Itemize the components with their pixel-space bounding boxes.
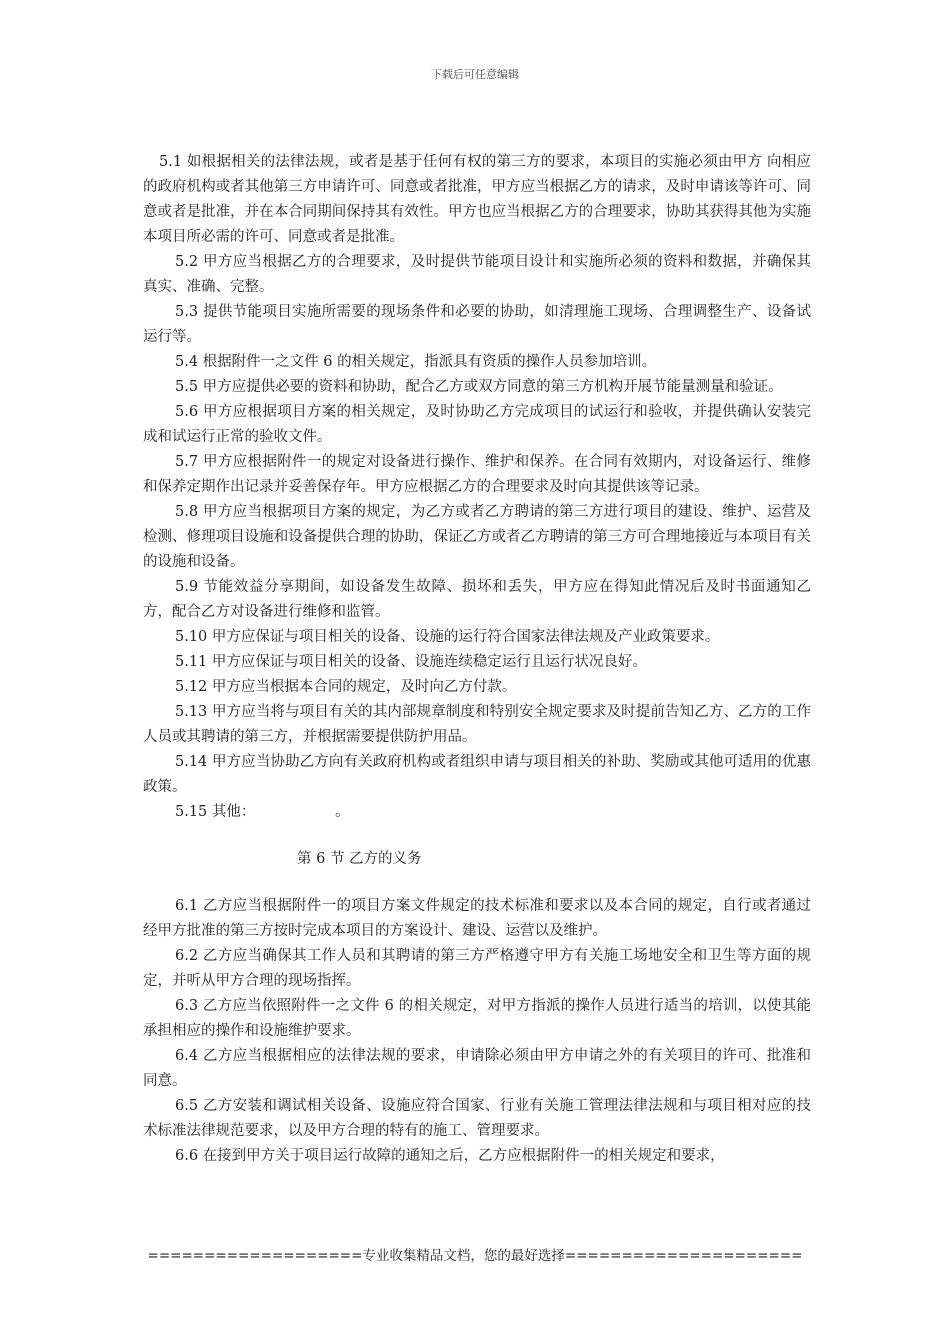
clause-5-14: 5.14 甲方应当协助乙方向有关政府机构或者组织申请与项目相关的补助、奖励或其他可适用的优惠政策。	[143, 754, 811, 795]
clause-5-3: 5.3 提供节能项目实施所需要的现场条件和必要的协助，如清理施工现场、合理调整生产、设备试运行等。	[143, 304, 811, 345]
clause-5-15: 5.15 其他： 。	[175, 804, 350, 820]
clause-6-6: 6.6 在接到甲方关于项目运行故障的通知之后，乙方应根据附件一的相关规定和要求，	[175, 1148, 725, 1164]
section-6-obligations	[143, 894, 811, 1169]
clause-5-9: 5.9 节能效益分享期间，如设备发生故障、损坏和丢失，甲方应在得知此情况后及时书面通知乙方，配合乙方对设备进行维修和监管。	[143, 579, 811, 620]
clause-5-2: 5.2 甲方应当根据乙方的合理要求，及时提供节能项目设计和实施所必须的资料和数据，并确保其真实、准确、完整。	[143, 254, 811, 295]
clause-6-3: 6.3 乙方应当依照附件一之文件 6 的相关规定，对甲方指派的操作人员进行适当的培训，以使其能承担相应的操作和设施维护要求。	[143, 998, 811, 1039]
clause-5-4: 5.4 根据附件一之文件 6 的相关规定，指派具有资质的操作人员参加培训。	[175, 354, 657, 370]
clause-5-8: 5.8 甲方应当根据项目方案的规定，为乙方或者乙方聘请的第三方进行项目的建设、维护、运营及检测、修理项目设施和设备提供合理的协助，保证乙方或者乙方聘请的第三方可合理地接近与本项目有关的设施和设备。	[143, 504, 811, 570]
clause-6-4: 6.4 乙方应当根据相应的法律法规的要求，申请除必须由甲方申请之外的有关项目的许可、批准和同意。	[143, 1048, 811, 1089]
document-body	[143, 150, 811, 1169]
clause-5-11: 5.11 甲方应保证与项目相关的设备、设施连续稳定运行且运行状况良好。	[175, 654, 647, 670]
clause-5-5: 5.5 甲方应提供必要的资料和协助，配合乙方或双方同意的第三方机构开展节能量测量和验证。	[175, 379, 783, 395]
clause-6-2: 6.2 乙方应当确保其工作人员和其聘请的第三方严格遵守甲方有关施工场地安全和卫生等方面的规定，并听从甲方合理的现场指挥。	[143, 948, 811, 989]
clause-5-6: 5.6 甲方应根据项目方案的相关规定，及时协助乙方完成项目的试运行和验收，并提供确认安装完成和试运行正常的验收文件。	[143, 404, 811, 445]
clause-5-10: 5.10 甲方应保证与项目相关的设备、设施的运行符合国家法律法规及产业政策要求。	[175, 629, 720, 645]
section-5-obligations	[143, 150, 811, 825]
page-header-note: 下载后可任意编辑	[431, 68, 519, 81]
clause-6-1: 6.1 乙方应当根据附件一的项目方案文件规定的技术标准和要求以及本合同的规定，自行或者通过经甲方批准的第三方按时完成本项目的方案设计、建设、运营以及维护。	[143, 898, 811, 939]
clause-5-7: 5.7 甲方应根据附件一的规定对设备进行操作、维护和保养。在合同有效期内，对设备运行、维修和保养定期作出记录并妥善保存年。甲方应根据乙方的合理要求及时向其提供该等记录。	[143, 454, 811, 495]
clause-5-12: 5.12 甲方应当根据本合同的规定，及时向乙方付款。	[175, 679, 517, 695]
clause-5-1: 5.1 如根据相关的法律法规，或者是基于任何有权的第三方的要求，本项目的实施必须由甲方 向相应的政府机构或者其他第三方申请许可、同意或者批准，甲方应当根据乙方的请求，及时申请该等许可、同意或者是批准，并在本合同期间保持其有效性。甲方也应当根据乙方的合理要求，协助其获得其他为实施本项目所必需的许可、同意或者是批准。	[143, 154, 811, 245]
clause-6-5: 6.5 乙方安装和调试相关设备、设施应符合国家、行业有关施工管理法律法规和与项目相对应的技术标准法律规范要求，以及甲方合理的特有的施工、管理要求。	[143, 1098, 811, 1139]
section-6-heading: 第 6 节 乙方的义务	[297, 851, 422, 867]
clause-5-13: 5.13 甲方应当将与项目有关的其内部规章制度和特别安全规定要求及时提前告知乙方、乙方的工作人员或其聘请的第三方，并根据需要提供防护用品。	[143, 704, 811, 745]
page-footer-banner: ===================专业收集精品文档，您的最好选择=====================	[147, 1248, 803, 1264]
